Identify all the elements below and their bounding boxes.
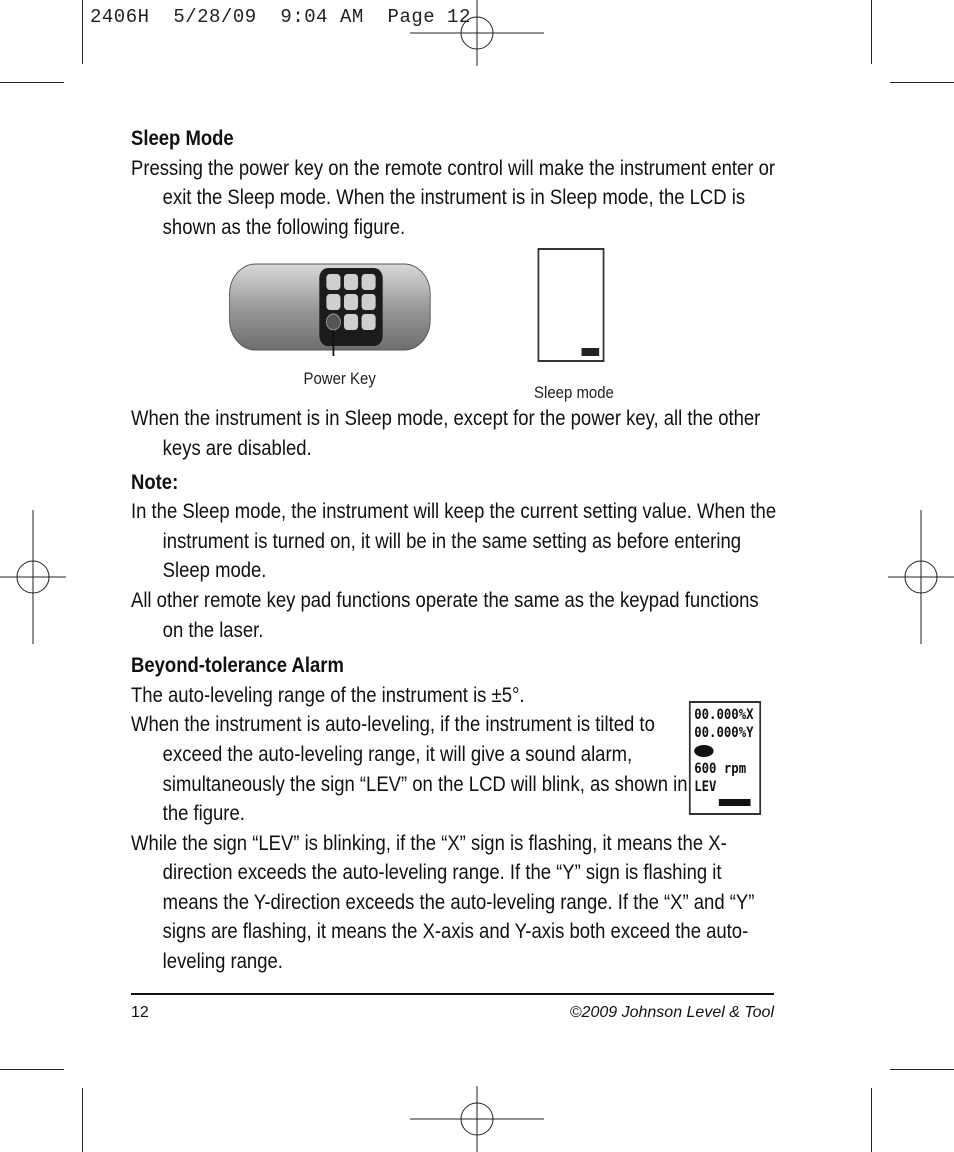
crop-mark: [871, 1088, 872, 1152]
sleep-mode-figures: [131, 242, 780, 404]
copyright: ©2009 Johnson Level & Tool: [569, 1004, 774, 1021]
page-content: [131, 124, 780, 977]
crop-mark: [0, 1069, 64, 1070]
sleep-mode-heading: Sleep Mode: [131, 127, 234, 150]
beyond-tolerance-section: [131, 651, 780, 977]
lcd-status-icons: [719, 799, 751, 806]
crop-mark: [890, 1069, 954, 1070]
battery-icon: [582, 348, 600, 356]
lev-alarm-lcd-image: [689, 701, 761, 815]
note-heading: Note:: [131, 470, 179, 494]
sleep-mode-paragraph: Pressing the power key on the remote control will make the instrument enter or exit the Sleep mode. When the instrument is in Sleep mode, the LCD is shown as the following figure.: [131, 156, 776, 239]
print-slug: 2406H 5/28/09 9:04 AM Page 12: [90, 6, 471, 28]
sleep-mode-caption: Sleep mode: [534, 383, 614, 403]
sleep-mode-lcd-image: [538, 248, 605, 362]
alarm-range-paragraph: The auto-leveling range of the instrument is ±5°.: [131, 683, 525, 707]
remote-control-image: [228, 260, 432, 356]
beyond-tolerance-heading: Beyond-tolerance Alarm: [131, 654, 344, 678]
page-number: 12: [131, 1004, 149, 1021]
lcd-x-readout: 00.000%X: [694, 707, 754, 724]
rotation-icon: [694, 745, 713, 757]
alarm-axis-paragraph: While the sign “LEV” is blinking, if the “X” sign is flashing, it means the X-direction exceeds the auto-leveling range. If the “Y” sign is flashing it means the Y-direction exceeds the auto-leveling range. If the “X” and “Y” signs are flashing, it means the X-axis and Y-axis both exceed the auto-leveling range.: [131, 831, 755, 974]
note-paragraph-2: All other remote key pad functions operate the same as the keypad functions on the laser.: [131, 588, 759, 642]
lcd-y-readout: 00.000%Y: [694, 725, 754, 742]
crop-mark: [82, 1088, 83, 1152]
power-key-caption: Power Key: [303, 369, 376, 389]
registration-mark-bottom: [410, 1086, 544, 1152]
alarm-behavior-paragraph: When the instrument is auto-leveling, if the instrument is tilted to exceed the auto-leveling range, it will give a sound alarm, simultaneously the sign “LEV” on the LCD will blink, as shown in the figure.: [131, 713, 688, 826]
note-paragraph-1: In the Sleep mode, the instrument will keep the current setting value. When the instrument is turned on, it will be in the same setting as before entering Sleep mode.: [131, 500, 777, 583]
crop-mark: [0, 82, 64, 83]
footer-rule: [131, 993, 774, 995]
lcd-speed-readout: 600 rpm LEV: [694, 761, 747, 796]
sleep-mode-keys-paragraph: When the instrument is in Sleep mode, except for the power key, all the other keys are disabled.: [131, 407, 761, 460]
registration-mark-right: [888, 510, 954, 644]
crop-mark: [82, 0, 83, 64]
crop-mark: [871, 0, 872, 64]
crop-mark: [890, 82, 954, 83]
registration-mark-left: [0, 510, 66, 644]
